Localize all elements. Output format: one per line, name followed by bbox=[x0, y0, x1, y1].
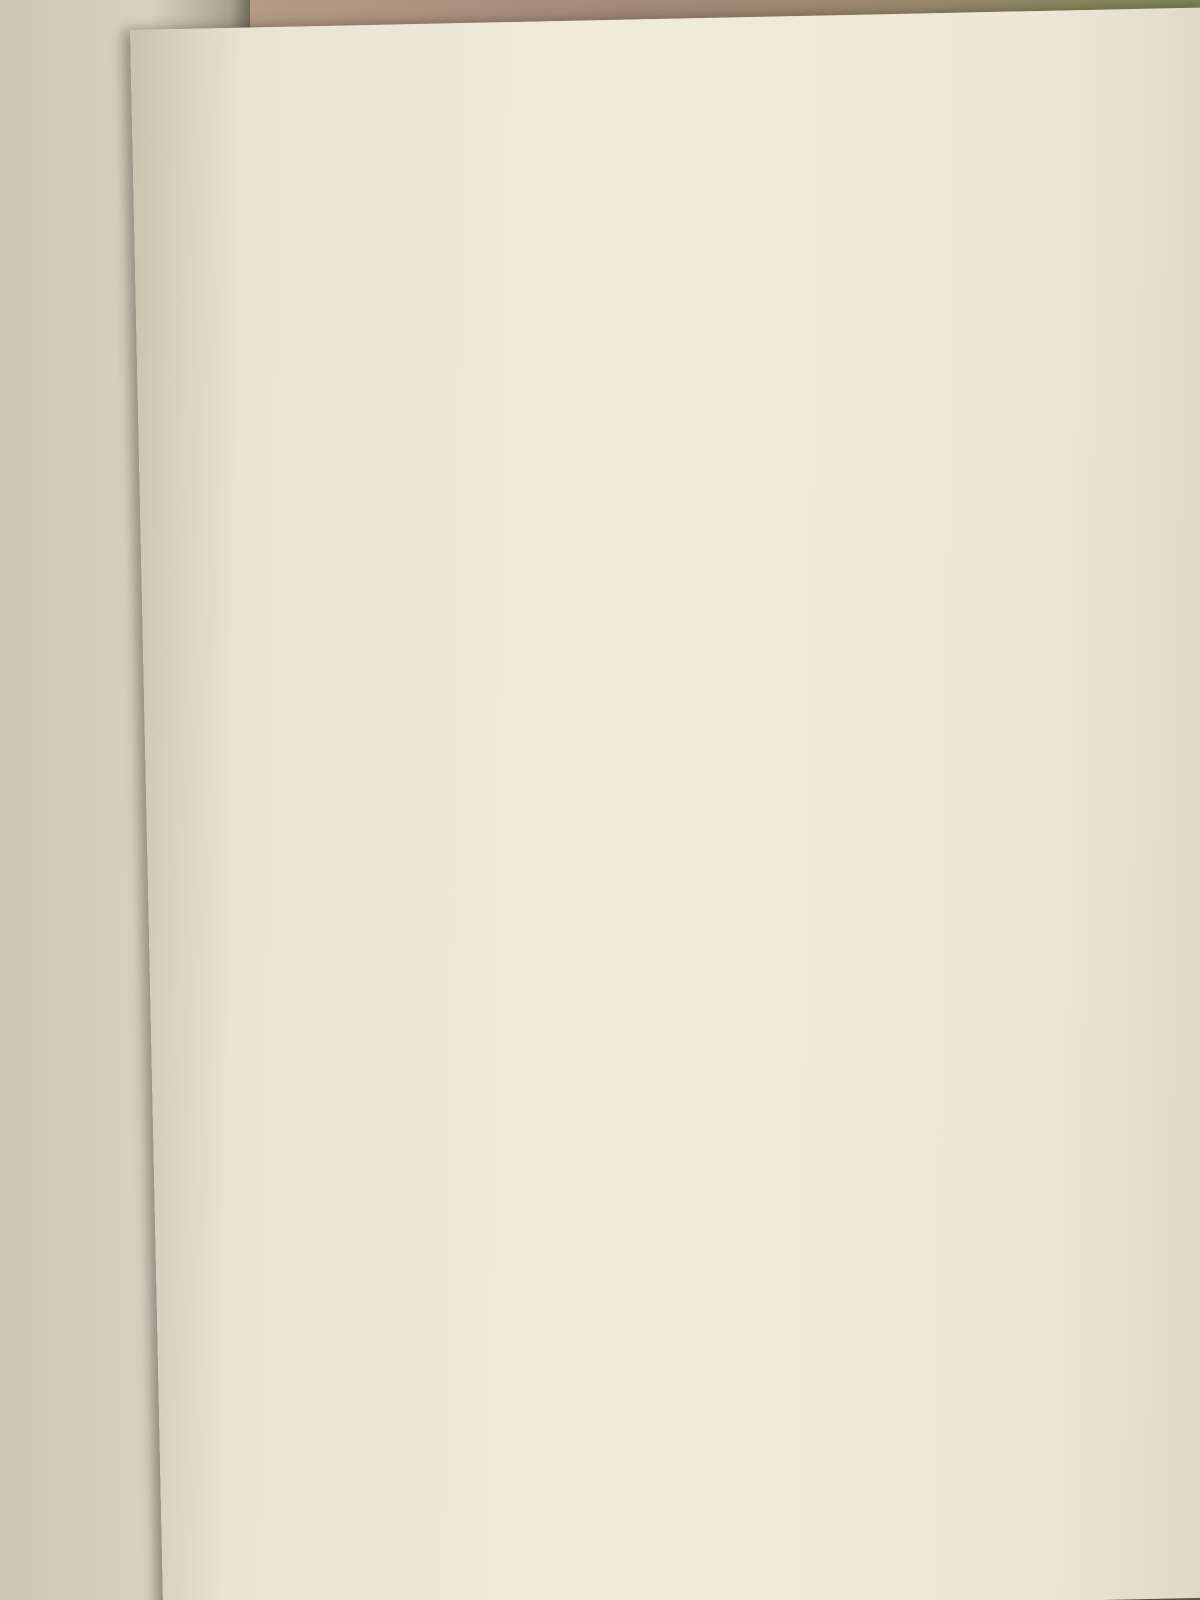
right-page bbox=[130, 7, 1200, 1600]
